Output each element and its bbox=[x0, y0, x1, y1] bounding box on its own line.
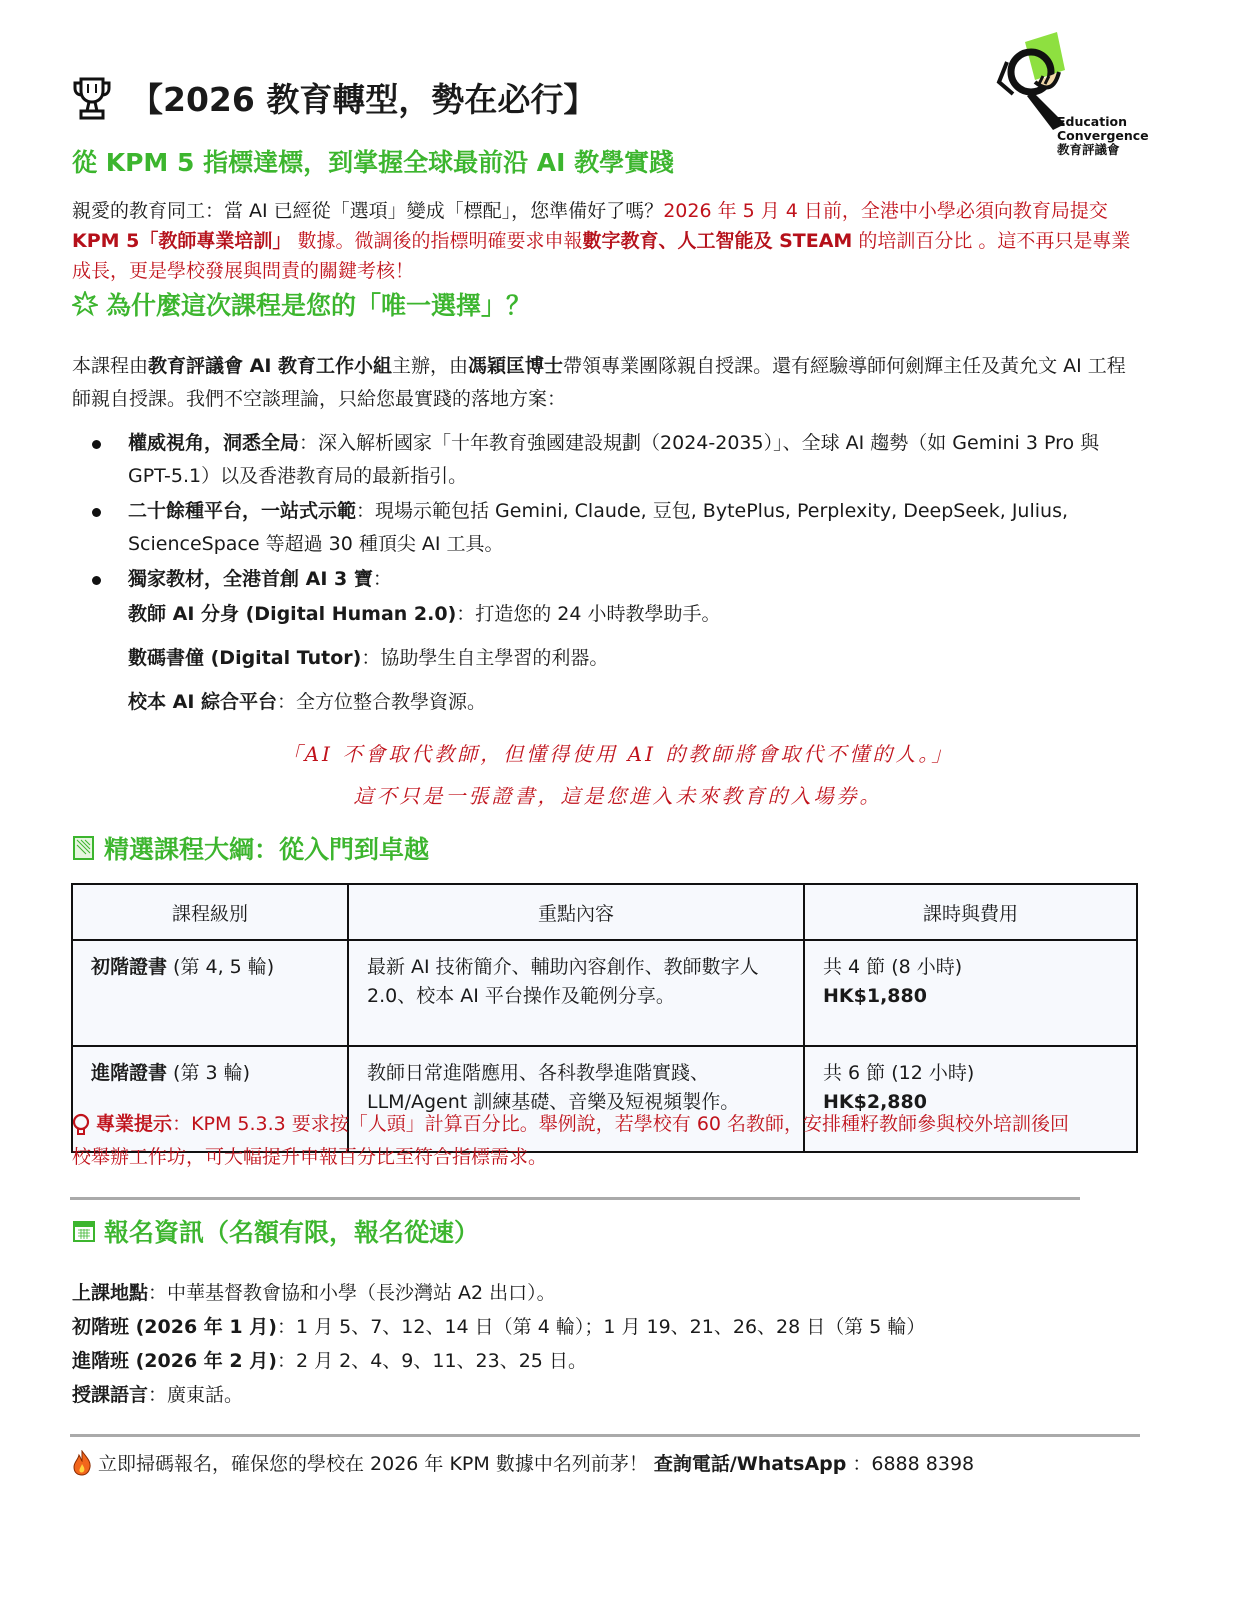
feature-list bbox=[72, 427, 1142, 598]
tool-item bbox=[72, 598, 1142, 631]
logo-text bbox=[1057, 115, 1149, 157]
logo-line-3: 教育評議會 bbox=[1057, 142, 1120, 157]
tip-label: 專業提示 bbox=[96, 1113, 173, 1135]
registration-info bbox=[72, 1276, 925, 1412]
list-item bbox=[72, 427, 1142, 493]
page-title bbox=[72, 74, 596, 121]
info-label: 進階班 (2026 年 2 月) bbox=[72, 1350, 277, 1372]
intro-red-2: 數據。微調後的指標明確要求申報 bbox=[291, 230, 583, 252]
level-round: (第 4, 5 輪) bbox=[167, 956, 275, 978]
tool-desc: ：協助學生自主學習的利器。 bbox=[361, 647, 609, 669]
info-row bbox=[72, 1378, 925, 1412]
column-header: 重點內容 bbox=[348, 884, 804, 940]
fee-cell bbox=[804, 940, 1137, 1046]
bullet-icon bbox=[92, 576, 101, 585]
intro-lead: 親愛的教育同工：當 AI 已經從「選項」變成「標配」，您準備好了嗎？ bbox=[72, 200, 664, 222]
column-header: 課程級別 bbox=[72, 884, 348, 940]
registration-heading-text: 報名資訊（名額有限，報名從速） bbox=[104, 1218, 480, 1247]
tool-name: 校本 AI 綜合平台 bbox=[128, 691, 278, 713]
lightbulb-icon bbox=[72, 1113, 90, 1137]
registration-heading bbox=[72, 1213, 479, 1249]
organizer-paragraph bbox=[72, 350, 1142, 416]
tool-desc: ：全方位整合教學資源。 bbox=[277, 691, 487, 713]
sessions: 共 6 節 (12 小時) bbox=[823, 1062, 975, 1084]
bullet-text: ： bbox=[372, 568, 392, 590]
info-value: ：2 月 2、4、9、11、23、25 日。 bbox=[276, 1350, 587, 1372]
why-heading-text: 為什麼這次課程是您的「唯一選擇」？ bbox=[106, 291, 532, 320]
tool-name: 數碼書僮 (Digital Tutor) bbox=[128, 647, 362, 669]
sessions: 共 4 節 (8 小時) bbox=[823, 956, 963, 978]
list-item bbox=[72, 495, 1142, 561]
info-label: 授課語言 bbox=[72, 1384, 149, 1406]
tool-desc: ：打造您的 24 小時教學助手。 bbox=[456, 603, 721, 625]
level-name: 初階證書 bbox=[91, 956, 168, 978]
quote-line-2: 這不只是一張證書，這是您進入未來教育的入場券。 bbox=[353, 784, 883, 808]
bullet-text: ：現場示範包括 Gemini, Claude, 豆包, BytePlus, Perplexity, DeepSeek, Julius, ScienceSpace 等超過 30 種頂尖 AI 工具。 bbox=[128, 500, 1069, 555]
bullet-text: ：深入解析國家「十年教育強國建設規劃（2024-2035）」、全球 AI 趨勢（如 Gemini 3 Pro 與 GPT-5.1）以及香港教育局的最新指引。 bbox=[128, 432, 1100, 487]
list-item bbox=[72, 563, 1142, 596]
book-icon bbox=[72, 835, 96, 861]
info-value: ：1 月 5、7、12、14 日（第 4 輪）；1 月 19、21、26、28 日（第 5 輪） bbox=[276, 1316, 926, 1338]
bullet-bold: 獨家教材，全港首創 AI 3 寶 bbox=[128, 568, 373, 590]
fee: HK$2,880 bbox=[823, 1091, 927, 1113]
info-label: 初階班 (2026 年 1 月) bbox=[72, 1316, 277, 1338]
org-text-3: 帶領專業團隊親自授課。還有經驗導師何劍輝主任及黃允文 AI 工程師親自授課。我們不空談理論，只給您最實踐的落地方案： bbox=[72, 355, 1126, 410]
outline-heading bbox=[72, 830, 429, 866]
fire-icon bbox=[72, 1450, 92, 1476]
org-bold-2: 馮穎匡博士 bbox=[468, 355, 564, 377]
content-cell: 教師日常進階應用、各科教學進階實踐、LLM/Agent 訓練基礎、音樂及短視頻製作。 bbox=[348, 1046, 804, 1152]
pro-tip bbox=[72, 1108, 1072, 1174]
level-round: (第 3 輪) bbox=[167, 1062, 251, 1084]
table-row bbox=[72, 940, 1137, 1046]
education-convergence-logo bbox=[995, 32, 1155, 162]
ai-tools-list bbox=[72, 598, 1142, 730]
footer-cta bbox=[72, 1449, 974, 1476]
footer-text: 立即掃碼報名，確保您的學校在 2026 年 KPM 數據中名列前茅！ bbox=[98, 1453, 648, 1475]
bullet-icon bbox=[92, 440, 101, 449]
tool-item bbox=[72, 642, 1142, 675]
divider bbox=[70, 1434, 1140, 1437]
tool-item bbox=[72, 686, 1142, 719]
contact-label: 查詢電話/WhatsApp bbox=[653, 1453, 847, 1475]
calendar-icon bbox=[72, 1219, 96, 1243]
info-value: ：廣東話。 bbox=[148, 1384, 244, 1406]
logo-line-2: Convergence bbox=[1057, 128, 1149, 143]
content-cell: 最新 AI 技術簡介、輔助內容創作、教師數字人 2.0、校本 AI 平台操作及範例分享。 bbox=[348, 940, 804, 1046]
level-cell bbox=[72, 940, 348, 1046]
org-text-2: 主辦，由 bbox=[392, 355, 469, 377]
tool-name: 教師 AI 分身 (Digital Human 2.0) bbox=[128, 603, 457, 625]
subtitle: 從 KPM 5 指標達標，到掌握全球最前沿 AI 教學實踐 bbox=[72, 148, 675, 177]
org-bold-1: 教育評議會 AI 教育工作小組 bbox=[148, 355, 393, 377]
info-value: ：中華基督教會協和小學（長沙灣站 A2 出口）。 bbox=[148, 1282, 556, 1304]
info-row bbox=[72, 1310, 925, 1344]
level-name: 進階證書 bbox=[91, 1062, 168, 1084]
intro-red-bold-1: KPM 5「教師專業培訓」 bbox=[72, 230, 292, 252]
intro-paragraph bbox=[72, 196, 1142, 286]
info-label: 上課地點 bbox=[72, 1282, 149, 1304]
intro-red-bold-2: 數字教育、人工智能及 STEAM bbox=[582, 230, 853, 252]
intro-red-1: 2026 年 5 月 4 日前，全港中小學必須向教育局提交 bbox=[663, 200, 1108, 222]
info-row bbox=[72, 1276, 925, 1310]
info-row bbox=[72, 1344, 925, 1378]
logo-line-1: Education bbox=[1057, 114, 1127, 129]
org-text-1: 本課程由 bbox=[72, 355, 149, 377]
trophy-icon bbox=[72, 76, 112, 120]
bullet-bold: 權威視角，洞悉全局 bbox=[128, 432, 300, 454]
divider bbox=[70, 1197, 1080, 1200]
title-text: 【2026 教育轉型，勢在必行】 bbox=[130, 80, 597, 119]
contact-value[interactable]: ：6888 8398 bbox=[852, 1453, 975, 1475]
why-heading bbox=[72, 286, 531, 322]
intro-red-3: 的培訓百分比 。這不再只是專業成長，更是學校發展與問責的關鍵考核！ bbox=[72, 230, 1131, 282]
bullet-icon bbox=[92, 508, 101, 517]
outline-heading-text: 精選課程大綱：從入門到卓越 bbox=[104, 835, 430, 864]
quote-line-1: 「AI 不會取代教師，但懂得使用 AI 的教師將會取代不懂的人。」 bbox=[281, 742, 955, 766]
sparkle-icon bbox=[72, 291, 98, 317]
table-header-row bbox=[72, 884, 1137, 940]
bullet-bold: 二十餘種平台，一站式示範 bbox=[128, 500, 357, 522]
tip-text: ：KPM 5.3.3 要求按「人頭」計算百分比。舉例說，若學校有 60 名教師，安排種籽教師參與校外培訓後回校舉辦工作坊，可大幅提升申報百分比至符合指標需求。 bbox=[72, 1113, 1070, 1168]
column-header: 課時與費用 bbox=[804, 884, 1137, 940]
fee: HK$1,880 bbox=[823, 985, 927, 1007]
